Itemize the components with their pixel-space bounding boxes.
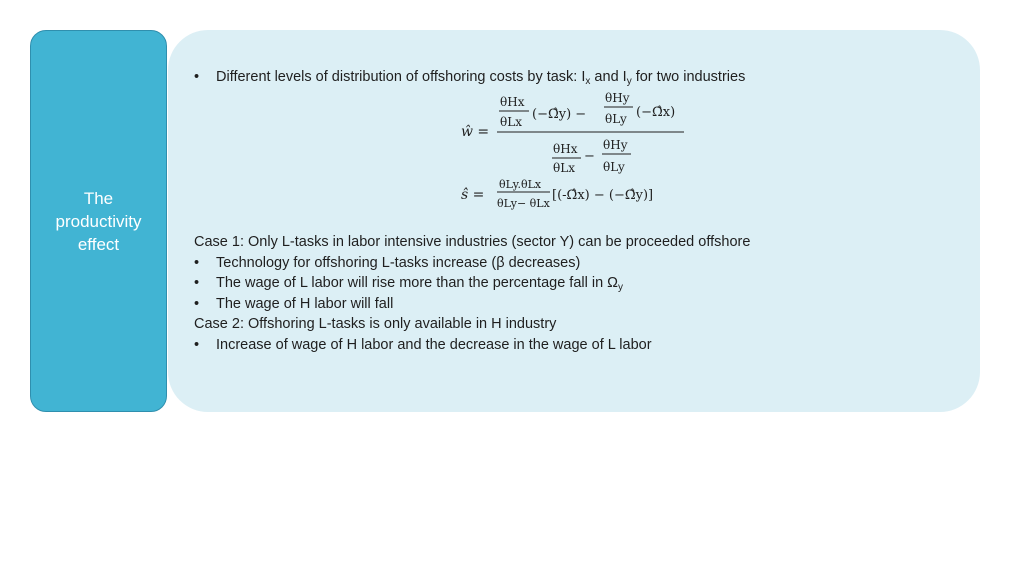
w-top-left-num: θHx [500, 95, 525, 109]
bullet: • [194, 296, 200, 312]
w-top-left-den: θLx [500, 115, 522, 129]
w-top-right-term: (−Ω̂x) [636, 105, 676, 120]
case1-title: Case 1: Only L-tasks in labor intensive industries (sector Y) can be proceeded offshore [194, 234, 751, 250]
bullet: • [194, 69, 200, 85]
side-label-line-1: The [83, 188, 114, 208]
s-hat-den: θLy− θLx [497, 197, 550, 210]
s-hat-rhs: [(-Ω̂x) − (−Ω̂y)] [552, 188, 654, 203]
s-hat-lhs: ŝ = [461, 187, 485, 203]
bullet: • [194, 255, 200, 271]
w-bot-left-den: θLx [553, 161, 575, 175]
content-panel [168, 30, 980, 412]
w-bot-minus: − [584, 149, 595, 164]
side-tab [30, 30, 167, 412]
bullet: • [194, 275, 200, 291]
side-tab-label [56, 187, 142, 256]
w-bot-right-num: θHy [603, 138, 628, 152]
w-bot-left-num: θHx [553, 142, 578, 156]
w-top-right-num: θHy [605, 91, 630, 105]
s-hat-num: θLy.θLx [499, 178, 542, 191]
w-top-left-term: (−Ω̂y) − [532, 107, 587, 122]
case1-item-1: Technology for offshoring L-tasks increase (β decreases) [216, 255, 581, 271]
side-label-line-3: effect [77, 234, 120, 254]
case2-title: Case 2: Offshoring L-tasks is only available in H industry [194, 316, 557, 332]
case1-item-3: The wage of H labor will fall [216, 296, 394, 312]
w-top-right-den: θLy [605, 112, 627, 126]
case1-item-2: The wage of L labor will rise more than the percentage fall in $\Omega_y$ [216, 275, 624, 293]
intro-text: Different levels of distribution of offshoring costs by task: $I_x$ and $I_y$ for two industries [216, 69, 746, 87]
bullet: • [194, 337, 200, 353]
formula-s-hat [453, 172, 693, 222]
w-bot-right-den: θLy [603, 160, 625, 174]
case2-item-1: Increase of wage of H labor and the decrease in the wage of L labor [216, 337, 652, 353]
side-label-line-2: productivity [55, 211, 142, 231]
w-hat-lhs: ŵ = [461, 124, 490, 140]
